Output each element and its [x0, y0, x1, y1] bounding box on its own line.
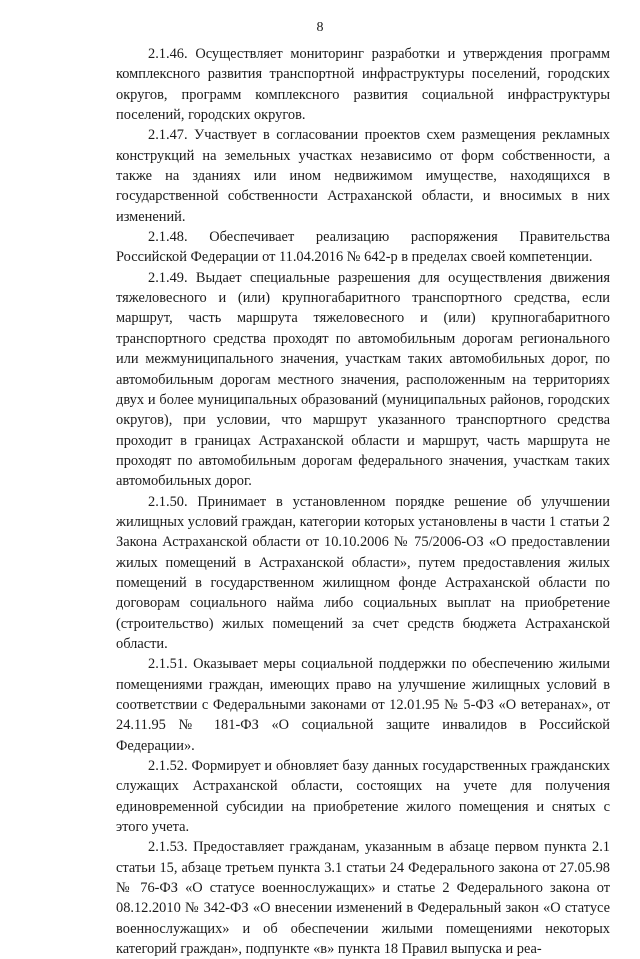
document-body [116, 44, 610, 959]
paragraph-2-1-49: 2.1.49. Выдает специальные разрешения для осуществления движения тяжеловесного и (или) крупногабаритного транспортного средства, если маршрут, часть маршрута тяжеловесного и (или) крупногабаритного транспортного средства проходят по автомобильным дорогам регионального или межмуниципального значения, участкам таких автомобильных дорог, по автомобильным дорогам местного значения, расположенным на территориях двух и более муниципальных образований (муниципальных районов, городских округов), при условии, что маршрут указанного транспортного средства проходит в границах Астраханской области и маршрут, часть маршрута не проходят по автомобильным дорогам федерального значения, участкам таких автомобильных дорог. [116, 269, 610, 490]
paragraph-2-1-48: 2.1.48. Обеспечивает реализацию распоряжения Правительства Российской Федерации от 11.04.2016 № 642-р в пределах своей компетенции. [116, 229, 610, 266]
paragraph-2-1-51: 2.1.51. Оказывает меры социальной поддержки по обеспечению жилыми помещениями граждан, имеющих право на улучшение жилищных условий в соответствии с Федеральными законами от 12.01.95 № 5-ФЗ «О ветеранах», от 24.11.95 № 181-ФЗ «О социальной защите инвалидов в Российской Федерации». [116, 656, 610, 754]
paragraph-2-1-53: 2.1.53. Предоставляет гражданам, указанным в абзаце первом пункта 2.1 статьи 15, абзаце третьем пункта 3.1 статьи 24 Федерального закона от 27.05.98 № 76-ФЗ «О статусе военнослужащих» и статье 2 Федерального закона от 08.12.2010 № 342-ФЗ «О внесении изменений в Федеральный закон «О статусе военнослужащих» и об обеспечении жилыми помещениями некоторых категорий граждан», подпункте «в» пункта 18 Правил выпуска и реа- [116, 839, 610, 958]
paragraph-2-1-46: 2.1.46. Осуществляет мониторинг разработки и утверждения программ комплексного развития транспортной инфраструктуры поселений, городских округов, программ комплексного развития социальной инфраструктуры поселений, городских округов. [116, 46, 610, 124]
paragraph-2-1-47: 2.1.47. Участвует в согласовании проектов схем размещения рекламных конструкций на земельных участках независимо от форм собственности, а также на зданиях или ином недвижимом имуществе, находящихся в государственной собственности Астраханской области, и вносимых в них изменений. [116, 127, 610, 225]
page-number: 8 [316, 20, 324, 35]
paragraph-2-1-52: 2.1.52. Формирует и обновляет базу данных государственных гражданских служащих Астраханской области, состоящих на учете для получения единовременной субсидии на приобретение жилого помещения и снятых с этого учета. [116, 758, 610, 836]
paragraph-2-1-50: 2.1.50. Принимает в установленном порядке решение об улучшении жилищных условий граждан, категории которых установлены в части 1 статьи 2 Закона Астраханской области от 10.10.2006 № 75/2006-ОЗ «О предоставлении жилых помещений в Астраханской области», путем предоставления жилых помещений в государственном жилищном фонде Астраханской области по договорам социального найма либо социальных выплат на приобретение (строительство) жилых помещений за счет средств бюджета Астраханской области. [116, 493, 610, 652]
